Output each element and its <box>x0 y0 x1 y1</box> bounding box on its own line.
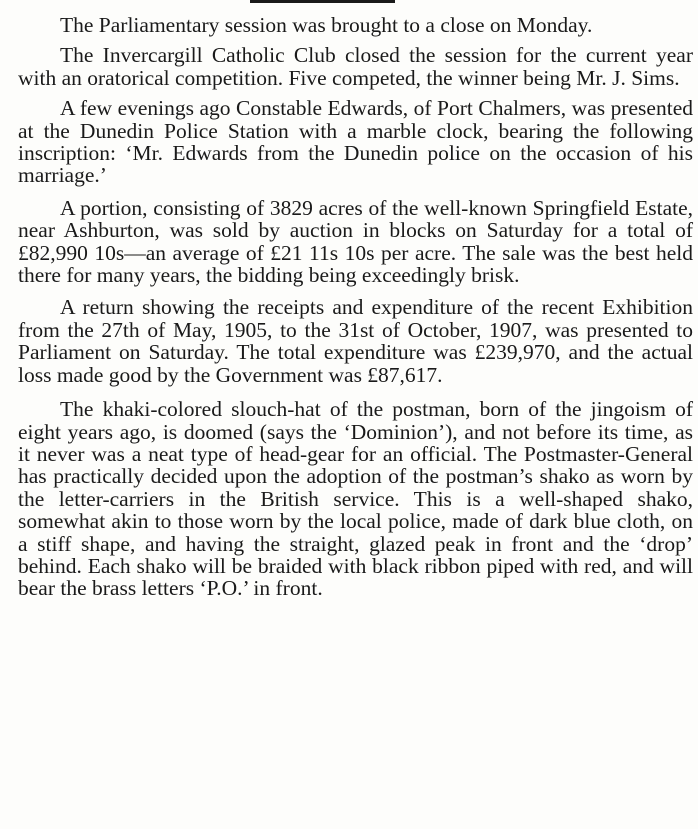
paragraph-springfield-estate: A portion, consisting of 3829 acres of the well-known Springfield Estate, near Ashburton, was sold by auction in blocks on Saturday for a total of £82,990 10s—an average of £21 11s 10s per acre. The sale was the best held there for many years, the bidding being exceedingly brisk. <box>18 195 693 288</box>
paragraph-catholic-club: The Invercargill Catholic Club closed the session for the current year with an oratorical competition. Five competed, the winner being Mr. J. Sims. <box>18 43 693 90</box>
paragraph-exhibition-return: A return showing the receipts and expenditure of the recent Exhibition from the 27th of May, 1905, to the 31st of October, 1907, was presented to Parliament on Saturday. The total expenditure was £239,970, and the actual loss made good by the Government was £87,617. <box>18 295 693 387</box>
column-top-rule <box>250 0 395 3</box>
paragraph-parliament-session: The Parliamentary session was brought to a close on Monday. <box>60 13 593 37</box>
news-column <box>18 14 693 600</box>
paragraph-postman-hat: The khaki-colored slouch-hat of the postman, born of the jingoism of eight years ago, is doomed (says the ‘Dominion’), and not before its time, as it never was a neat type of head-gear for an official. The Postmaster-General has practically decided upon the adoption of the postman’s shako as worn by the letter-carriers in the British service. This is a well-shaped shako, somewhat akin to those worn by the local police, made of dark blue cloth, on a stiff shape, and having the straight, glazed peak in front and the ‘drop’ behind. Each shako will be braided with black ribbon piped with red, and will bear the brass letters ‘P.O.’ in front. <box>18 397 693 601</box>
paragraph-constable-edwards: A few evenings ago Constable Edwards, of Port Chalmers, was presented at the Dunedin Police Station with a marble clock, bearing the following inscription: ‘Mr. Edwards from the Dunedin police on the occasion of his marriage.’ <box>18 96 693 188</box>
